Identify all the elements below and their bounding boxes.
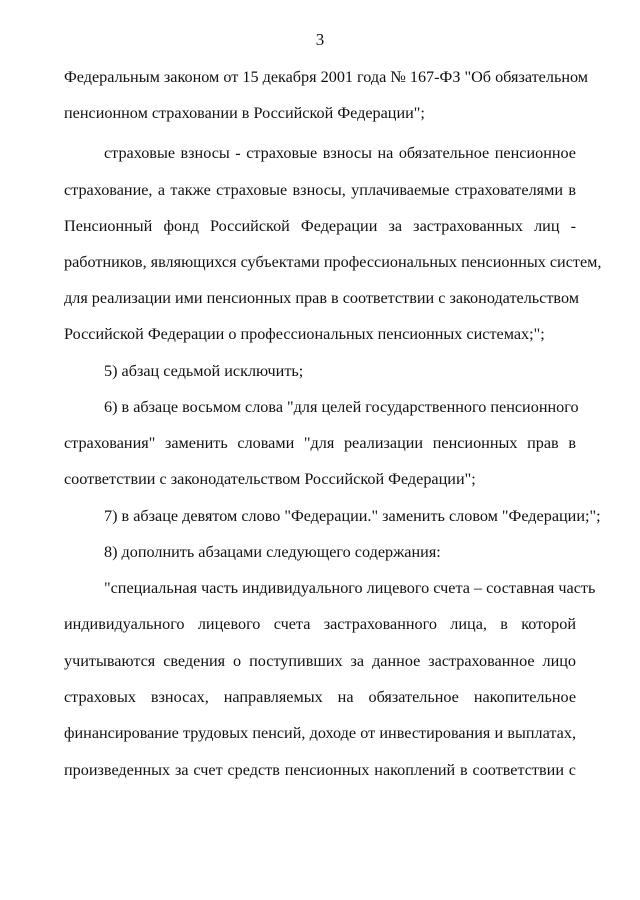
text-line: страховые взносы - страховые взносы на обязательное пенсионное xyxy=(104,144,576,162)
text-line: Пенсионный фонд Российской Федерации за застрахованных лиц - xyxy=(64,217,576,235)
text-line: 7) в абзаце девятом слово "Федерации." заменить словом "Федерации;"; xyxy=(104,507,601,525)
text-line: страховых взносах, направляемых на обязательное накопительное xyxy=(64,688,576,706)
text-line: страхование, а также страховые взносы, уплачиваемые страхователями в xyxy=(64,181,576,199)
text-line: 6) в абзаце восьмом слова "для целей государственного пенсионного xyxy=(104,398,579,416)
text-line: индивидуального лицевого счета застрахованного лица, в которой xyxy=(64,615,576,633)
text-line: 5) абзац седьмой исключить; xyxy=(104,362,304,380)
text-line: соответствии с законодательством Российской Федерации"; xyxy=(64,470,476,488)
text-line: "специальная часть индивидуального лицевого счета – составная часть xyxy=(104,579,596,597)
text-line: пенсионном страховании в Российской Федерации"; xyxy=(64,104,425,122)
text-line: учитываются сведения о поступивших за данное застрахованное лицо xyxy=(64,652,576,670)
text-line: финансирование трудовых пенсий, доходе от инвестирования и выплатах, xyxy=(64,724,576,742)
text-line: Российской Федерации о профессиональных пенсионных системах;"; xyxy=(64,325,545,343)
page-number: 3 xyxy=(315,30,325,49)
text-line: работников, являющихся субъектами профессиональных пенсионных систем, xyxy=(64,253,602,271)
text-line: 8) дополнить абзацами следующего содержания: xyxy=(104,543,441,561)
text-line: страхования" заменить словами "для реализации пенсионных прав в xyxy=(64,434,576,452)
text-line: Федеральным законом от 15 декабря 2001 года № 167-ФЗ "Об обязательном xyxy=(64,68,589,86)
text-line: для реализации ими пенсионных прав в соответствии с законодательством xyxy=(64,289,579,307)
text-line: произведенных за счет средств пенсионных накоплений в соответствии с xyxy=(64,761,576,779)
